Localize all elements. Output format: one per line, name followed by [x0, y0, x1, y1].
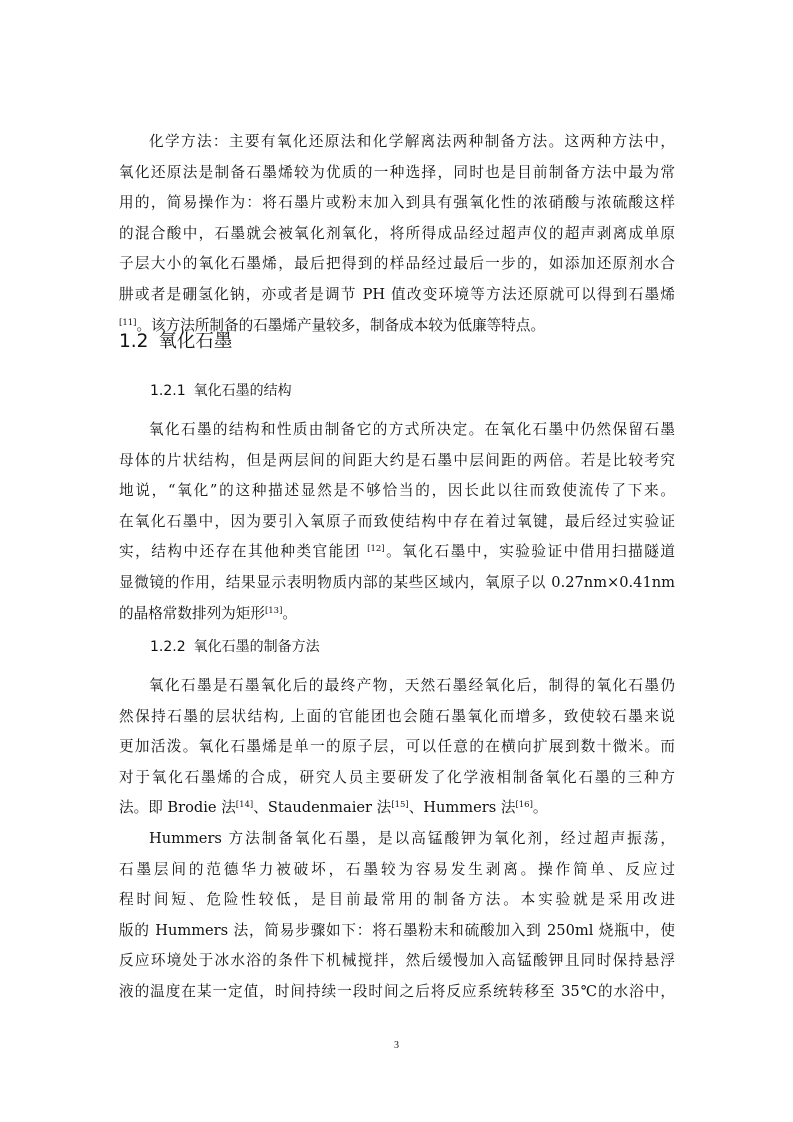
text-line: 化学方法：主要有氧化还原法和化学解离法两种制备方法。这两种方法中， [149, 133, 675, 150]
subsection-number: 1.2.1 [150, 383, 186, 399]
text-span: 的晶格常数排列为矩形 [119, 604, 265, 622]
section-title: 氧化石墨 [158, 331, 233, 352]
subsection-heading [150, 636, 320, 656]
text-span: 。 [282, 604, 298, 622]
text-line [119, 793, 675, 824]
subsection-title: 氧化石墨的制备方法 [193, 639, 320, 655]
section-heading [119, 327, 232, 353]
text-line: 更加活泼。氧化石墨烯是单一的原子层，可以任意的在横向扩展到数十微米。而 [119, 738, 675, 756]
subsection-title: 氧化石墨的结构 [193, 383, 292, 399]
subsection-heading [150, 380, 292, 400]
text-span: 。氧化石墨中，实验验证中借用扫描隧道 [384, 543, 675, 561]
text-line: 子层大小的氧化石墨烯，最后把得到的样品经过最后一步的，如添加还原剂水合 [119, 255, 675, 273]
text-span: 、Hummers 法 [408, 799, 516, 817]
citation: [16] [515, 800, 533, 811]
text-line: Hummers 方法制备氧化石墨，是以高锰酸钾为氧化剂，经过超声振荡， [149, 830, 675, 847]
text-line: 石墨层间的范德华力被破坏，石墨较为容易发生剥离。操作简单、反应过 [119, 860, 675, 878]
text-span: 、Staudenmaier 法 [253, 799, 392, 817]
paragraph-hummers [119, 824, 675, 1008]
text-line [119, 537, 675, 568]
text-line: 程时间短、危险性较低，是目前最常用的制备方法。本实验就是采用改进 [119, 891, 675, 909]
text-line [119, 599, 675, 630]
text-line: 地说，“氧化”的这种描述显然是不够恰当的，因长此以往而致使流传了下来。 [119, 482, 675, 500]
section-number: 1.2 [119, 331, 149, 352]
paragraph-chemical-methods [119, 127, 675, 341]
text-line: 氧化石墨是石墨氧化后的最终产物，天然石墨经氧化后，制得的氧化石墨仍 [149, 677, 675, 694]
text-line: 液的温度在某一定值，时间持续一段时间之后将反应系统转移至 35℃的水浴中， [119, 982, 675, 1000]
paragraph-preparation [119, 671, 675, 824]
text-span: 法。即 Brodie 法 [119, 799, 236, 817]
text-line: 氧化还原法是制备石墨烯较为优质的一种选择，同时也是目前制备方法中最为常 [119, 163, 675, 181]
text-line: 的混合酸中，石墨就会被氧化剂氧化，将所得成品经过超声仪的超声剥离成单原 [119, 224, 675, 242]
text-line: 对于氧化石墨烯的合成，研究人员主要研发了化学液相制备氧化石墨的三种方 [119, 768, 675, 786]
text-span: 实，结构中还存在其他种类官能团 [119, 543, 368, 561]
citation: [15] [391, 800, 409, 811]
text-line: 显微镜的作用，结果显示表明物质内部的某些区域内，氧原子以 0.27nm×0.41nm [119, 573, 675, 591]
text-line: 氧化石墨的结构和性质由制备它的方式所决定。在氧化石墨中仍然保留石墨 [149, 421, 675, 438]
text-line: 用的，简易操作为：将石墨片或粉末加入到具有强氧化性的浓硝酸与浓硫酸这样 [119, 194, 675, 212]
text-line: 在氧化石墨中，因为要引入氧原子而致使结构中存在着过氧键，最后经过实验证 [119, 512, 675, 530]
text-span: 。该方法所制备的石墨烯产量较多，制备成本较为低廉等特点。 [136, 316, 546, 334]
text-line: 肼或者是硼氢化钠，亦或者是调节 PH 值改变环境等方法还原就可以得到石墨烯 [119, 285, 675, 303]
subsection-number: 1.2.2 [150, 639, 186, 655]
citation: [13] [264, 605, 283, 616]
text-line: 然保持石墨的层状结构, 上面的官能团也会随石墨氧化而增多，致使较石墨来说 [119, 707, 675, 725]
text-span: 。 [532, 799, 548, 817]
text-line: 版的 Hummers 法，简易步骤如下：将石墨粉末和硫酸加入到 250ml 烧瓶中，使 [119, 921, 675, 939]
paragraph-structure [119, 415, 675, 629]
text-line: 反应环境处于冰水浴的条件下机械搅拌，然后缓慢加入高锰酸钾且同时保持悬浮 [119, 952, 675, 970]
text-line: 母体的片状结构，但是两层间的间距大约是石墨中层间距的两倍。若是比较考究 [119, 451, 675, 469]
citation: [14] [235, 800, 254, 811]
page-number: 3 [394, 1040, 399, 1051]
citation: [11] [119, 317, 137, 328]
citation: [12] [367, 544, 385, 555]
